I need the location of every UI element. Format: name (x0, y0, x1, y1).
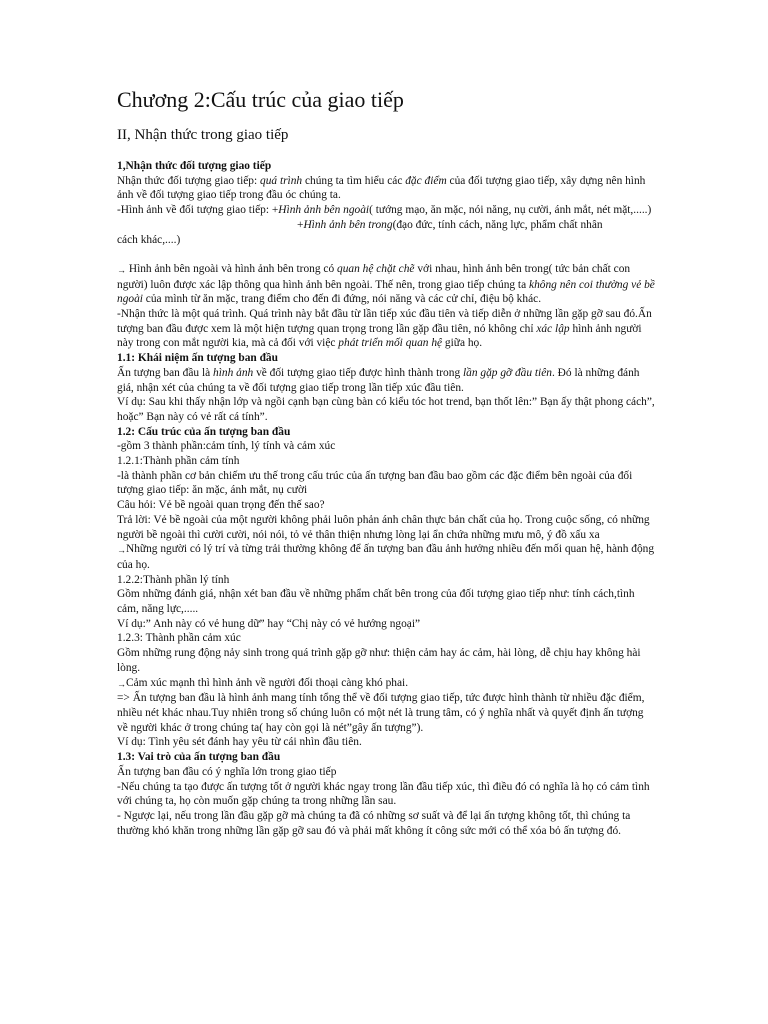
text-italic: không nên coi thường vẻ bề ngoài (117, 278, 655, 306)
paragraph: Trả lời: Vẻ bề ngoài của một người không phải luôn phản ánh chân thực bản chất của họ. Trong cuộc sống, có những người bề ngoài thì cười cười, nói nói, tỏ vẻ thân thiện nhưng lòng lại ẩn chứa những mưu mô, ý đồ xấu xa (117, 513, 650, 541)
page-title: Chương 2:Cấu trúc của giao tiếp (117, 87, 404, 112)
paragraph (117, 366, 657, 395)
text: + (297, 218, 304, 231)
paragraph (117, 262, 657, 307)
document-body (117, 159, 657, 838)
text: Ấn tượng ban đầu là (117, 366, 214, 379)
paragraph (117, 307, 657, 351)
text: với nhau, hình ảnh bên trong( tức bản chất con người) luôn được xác lập thông qua hình ảnh bên ngoài. Thế nên, trong giao tiếp chúng ta (117, 262, 631, 291)
paragraph: Ví dụ: Tình yêu sét đánh hay yêu từ cái nhìn đầu tiên. (117, 736, 362, 749)
paragraph: Ví dụ: Sau khi thấy nhận lớp và ngồi cạnh bạn cùng bàn có kiểu tóc hot trend, bạn thốt lên:” Bạn ấy thật phong cách”, hoặc” Bạn này có vẻ rất cá tính”. (117, 396, 655, 423)
text: Hình ảnh bên ngoài và hình ảnh bên trong có (126, 262, 337, 275)
paragraph (117, 218, 657, 233)
text: Nhận thức đối tượng giao tiếp: (117, 174, 261, 187)
paragraph: 1.2.3: Thành phần cảm xúc (117, 632, 241, 645)
text-italic: lần gặp gỡ đầu tiên (463, 366, 552, 379)
text: . Đó là những đánh giá, nhận xét của chúng ta về đối tượng giao tiếp trong lần tiếp xúc đầu tiên. (117, 366, 640, 394)
paragraph: -là thành phần cơ bản chiếm ưu thế trong cấu trúc của ấn tượng ban đầu bao gồm các đặc điểm bên ngoài của đối tượng giao tiếp: ăn mặc, ánh mắt, nụ cười (117, 469, 633, 497)
paragraph: Gồm những đánh giá, nhận xét ban đầu về những phẩm chất bên trong của đối tượng giao tiếp như: tính cách,tình cảm, năng lực,..... (117, 588, 635, 616)
arrow-icon: → (117, 545, 126, 556)
paragraph: Câu hỏi: Vẻ bề ngoài quan trọng đến thế sao? (117, 499, 325, 512)
text-italic: hình ảnh (213, 366, 254, 379)
text: hình ảnh người này trong con mắt người kia, mà cả đối với việc (117, 322, 642, 350)
text-italic: quan hệ chặt chẽ (337, 262, 415, 275)
heading-3: 1.2: Cấu trúc của ấn tượng ban đầu (117, 425, 291, 438)
paragraph: Gồm những rung động nảy sinh trong quá trình gặp gỡ như: thiện cảm hay ác cảm, hài lòng, dễ chịu hay không hài lòng. (117, 647, 641, 674)
paragraph (117, 542, 657, 572)
heading-1: 1,Nhận thức đối tượng giao tiếp (117, 160, 272, 172)
text-italic: phát triển mối quan hệ (338, 337, 443, 350)
text: chúng ta tìm hiểu các (302, 174, 406, 187)
paragraph: cách khác,....) (117, 233, 181, 246)
blank-line (117, 247, 657, 262)
section-subtitle: II, Nhận thức trong giao tiếp (117, 127, 289, 143)
paragraph: Ấn tượng ban đầu có ý nghĩa lớn trong giao tiếp (117, 765, 337, 778)
text-italic: Hình ảnh bên trong (303, 218, 393, 231)
text: ( tướng mạo, ăn mặc, nói năng, nụ cười, ánh mắt, nét mặt,.....) (369, 204, 652, 217)
heading-2: 1.1: Khái niệm ấn tượng ban đầu (117, 352, 278, 365)
text: Cảm xúc mạnh thì hình ảnh về người đối thoại càng khó phai. (126, 676, 409, 689)
paragraph: 1.2.2:Thành phần lý tính (117, 573, 230, 586)
text: giữa họ. (442, 337, 483, 350)
paragraph: -gồm 3 thành phần:cảm tính, lý tính và cảm xúc (117, 440, 336, 453)
paragraph: - Ngược lại, nếu trong lần đầu gặp gỡ mà chúng ta đã có những sơ suất và để lại ấn tượng không tốt, thì chúng ta thường khó khăn trong những lần gặp gỡ sau đó và phải mất không ít công sức mới có thể xóa bỏ ấn tượng đó. (117, 809, 631, 837)
paragraph: => Ấn tượng ban đầu là hình ảnh mang tính tổng thể về đối tượng giao tiếp, tức được hình thành từ nhiều đặc điểm, nhiều nét khác nhau.Tuy nhiên trong số chúng luôn có một nét là trung tâm, có ý nghĩa nhất và quyết định ấn tượng về người khác ở trong chúng ta( hay còn gọi là nét”gây ấn tượng”). (117, 692, 645, 734)
text: -Hình ảnh về đối tượng giao tiếp: + (117, 204, 279, 217)
text: của mình từ ăn mặc, trang điểm cho đến đi đứng, nói năng và các cử chỉ, điệu bộ khác. (142, 293, 542, 306)
text: Những người có lý trí và từng trải thường không để ấn tượng ban đầu ảnh hưởng nhiều đến mối quan hệ, hành động của họ. (117, 543, 655, 571)
arrow-icon: → (117, 264, 126, 275)
paragraph (117, 203, 657, 218)
paragraph: 1.2.1:Thành phần cảm tính (117, 455, 240, 468)
text: của đối tượng giao tiếp, xây dựng nên hình ảnh về đối tượng giao tiếp trong đầu óc chúng ta. (117, 174, 646, 202)
paragraph: -Nếu chúng ta tạo được ấn tượng tốt ở người khác ngay trong lần đầu tiếp xúc, thì điều đó có nghĩa là họ có cảm tình với chúng ta, họ còn muốn gặp chúng ta trong những lần sau. (117, 780, 650, 808)
text: về đối tượng giao tiếp được hình thành trong (253, 366, 463, 379)
text-italic: quá trình (260, 174, 303, 187)
text-italic: Hình ảnh bên ngoài (278, 204, 370, 217)
text-italic: xác lập (536, 322, 570, 335)
paragraph (117, 676, 657, 692)
heading-4: 1.3: Vai trò của ấn tượng ban đầu (117, 751, 281, 764)
paragraph (117, 174, 657, 203)
text-italic: đặc điểm (405, 174, 447, 187)
text: (đạo đức, tính cách, năng lực, phẩm chất nhân (392, 218, 603, 231)
paragraph: Ví dụ:” Anh này có vẻ hung dữ” hay “Chị này có vẻ hướng ngoại” (117, 617, 421, 630)
text: -Nhận thức là một quá trình. Quá trình này bắt đầu từ lần tiếp xúc đầu tiên và tiếp diễn ở những lần gặp gỡ sau đó.Ấn tượng ban đầu được xem là một hiện tượng quan trọng trong lần gặp đầu tiên, nó không chỉ (117, 308, 652, 335)
arrow-icon: → (117, 678, 126, 689)
